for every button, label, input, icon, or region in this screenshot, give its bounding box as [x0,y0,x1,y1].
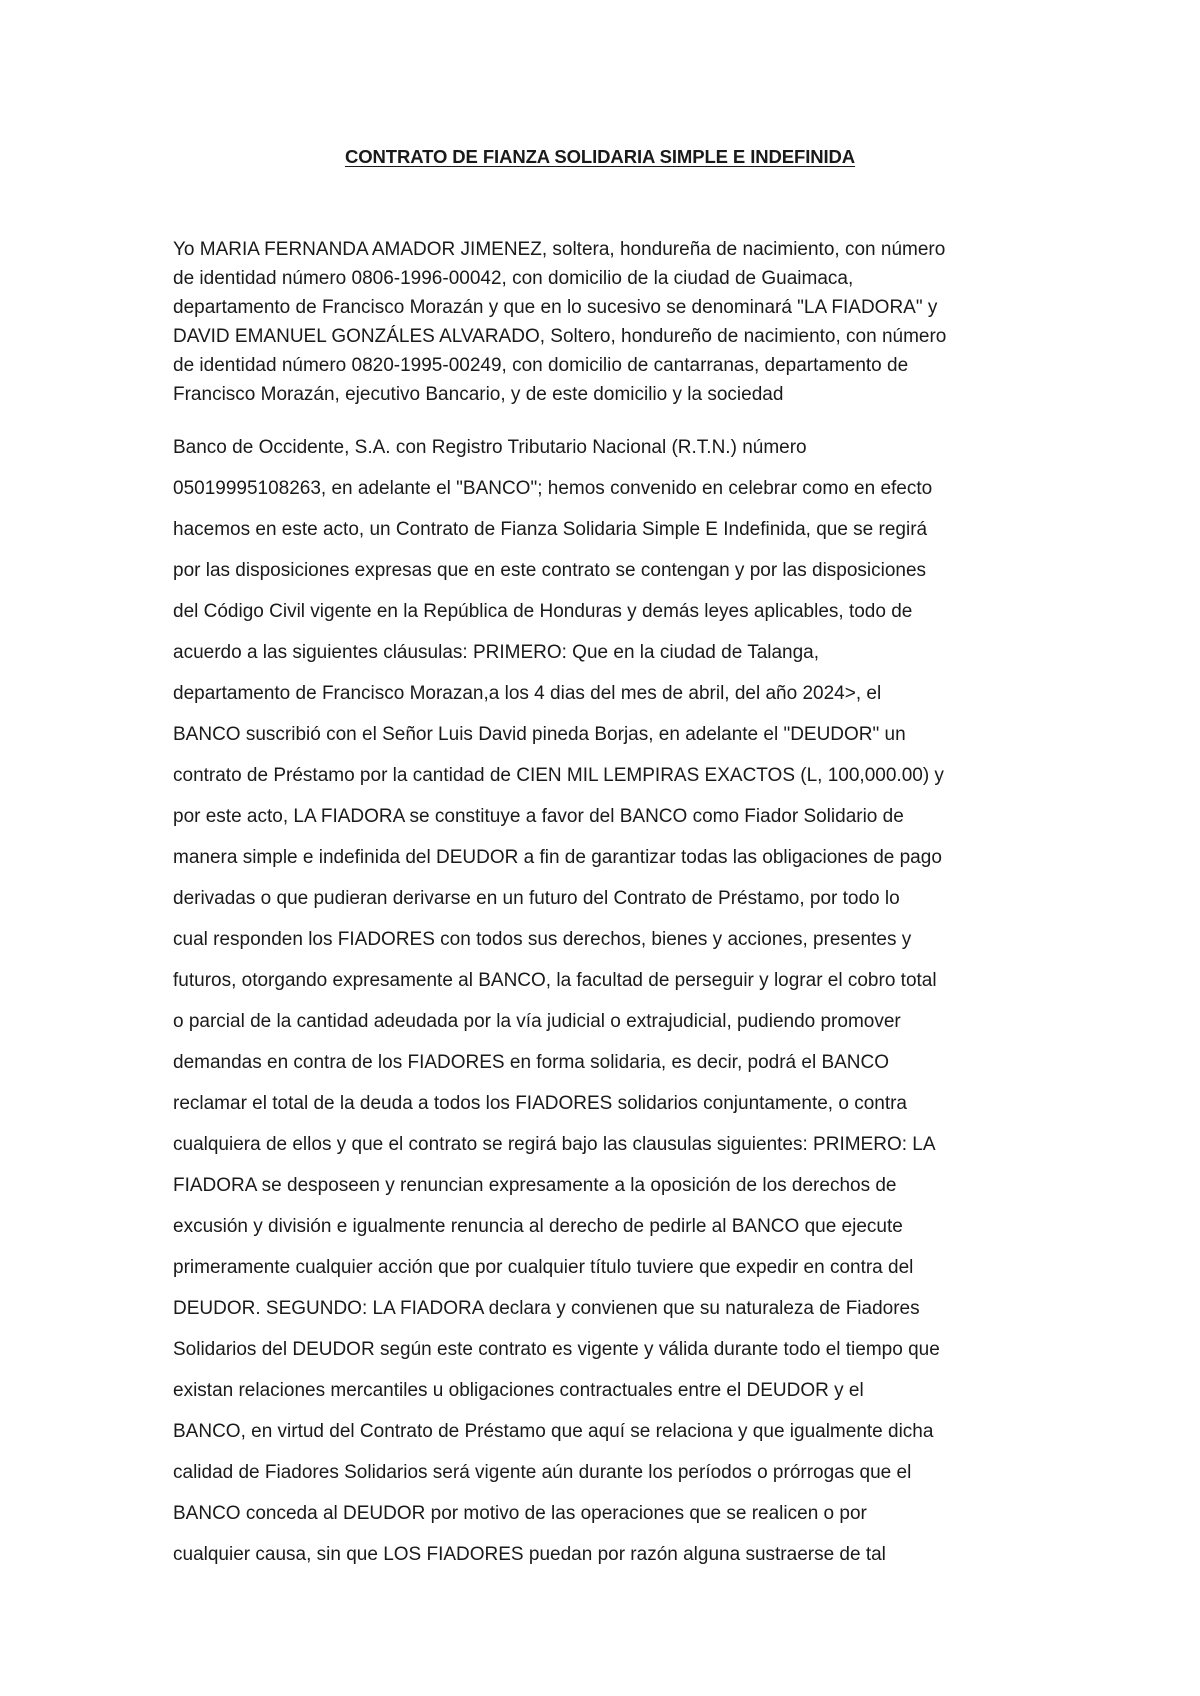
text-line: Solidarios del DEUDOR según este contrato es vigente y válida durante todo el tiempo que [173,1339,940,1360]
paragraph-parties [173,235,1043,409]
text-line: de identidad número 0820-1995-00249, con domicilio de cantarranas, departamento de [173,355,909,376]
text-line: cual responden los FIADORES con todos sus derechos, bienes y acciones, presentes y [173,929,912,950]
text-line: por las disposiciones expresas que en este contrato se contengan y por las disposiciones [173,560,927,581]
text-line: contrato de Préstamo por la cantidad de CIEN MIL LEMPIRAS EXACTOS (L, 100,000.00) y [173,765,944,786]
text-line: Banco de Occidente, S.A. con Registro Tributario Nacional (R.T.N.) número [173,437,807,458]
text-line: FIADORA se desposeen y renuncian expresamente a la oposición de los derechos de [173,1175,897,1196]
text-line: BANCO, en virtud del Contrato de Préstamo que aquí se relaciona y que igualmente dicha [173,1421,934,1442]
document-title: CONTRATO DE FIANZA SOLIDARIA SIMPLE E INDEFINIDA [344,146,856,167]
text-line: Francisco Morazán, ejecutivo Bancario, y de este domicilio y la sociedad [173,384,784,405]
text-line: derivadas o que pudieran derivarse en un futuro del Contrato de Préstamo, por todo lo [173,888,900,909]
text-line: o parcial de la cantidad adeudada por la vía judicial o extrajudicial, pudiendo promover [173,1011,901,1032]
text-line: reclamar el total de la deuda a todos los FIADORES solidarios conjuntamente, o contra [173,1093,907,1114]
text-line: existan relaciones mercantiles u obligaciones contractuales entre el DEUDOR y el [173,1380,864,1401]
text-line: DAVID EMANUEL GONZÁLES ALVARADO, Soltero, hondureño de nacimiento, con número [173,326,947,347]
text-line: BANCO suscribió con el Señor Luis David pineda Borjas, en adelante el "DEUDOR" un [173,724,906,745]
text-line: departamento de Francisco Morazan,a los 4 dias del mes de abril, del año 2024>, el [173,683,882,704]
text-line: futuros, otorgando expresamente al BANCO, la facultad de perseguir y lograr el cobro total [173,970,937,991]
text-line: cualquier causa, sin que LOS FIADORES puedan por razón alguna sustraerse de tal [173,1544,886,1565]
text-line: demandas en contra de los FIADORES en forma solidaria, es decir, podrá el BANCO [173,1052,890,1073]
text-line: manera simple e indefinida del DEUDOR a fin de garantizar todas las obligaciones de pago [173,847,942,868]
text-line: departamento de Francisco Morazán y que en lo sucesivo se denominará "LA FIADORA" y [173,297,938,318]
text-line: primeramente cualquier acción que por cualquier título tuviere que expedir en contra del [173,1257,914,1278]
text-line: acuerdo a las siguientes cláusulas: PRIMERO: Que en la ciudad de Talanga, [173,642,820,663]
text-line: Yo MARIA FERNANDA AMADOR JIMENEZ, soltera, hondureña de nacimiento, con número [173,239,946,260]
text-line: DEUDOR. SEGUNDO: LA FIADORA declara y convienen que su naturaleza de Fiadores [173,1298,920,1319]
text-line: excusión y división e igualmente renuncia al derecho de pedirle al BANCO que ejecute [173,1216,903,1237]
text-line: 05019995108263, en adelante el "BANCO"; hemos convenido en celebrar como en efecto [173,478,933,499]
paragraph-clauses [173,427,1043,1575]
text-line: de identidad número 0806-1996-00042, con domicilio de la ciudad de Guaimaca, [173,268,854,289]
text-line: BANCO conceda al DEUDOR por motivo de las operaciones que se realicen o por [173,1503,867,1524]
text-line: cualquiera de ellos y que el contrato se regirá bajo las clausulas siguientes: PRIMERO: LA [173,1134,936,1155]
text-line: calidad de Fiadores Solidarios será vigente aún durante los períodos o prórrogas que el [173,1462,912,1483]
text-line: por este acto, LA FIADORA se constituye a favor del BANCO como Fiador Solidario de [173,806,904,827]
text-line: hacemos en este acto, un Contrato de Fianza Solidaria Simple E Indefinida, que se regirá [173,519,928,540]
text-line: del Código Civil vigente en la República de Honduras y demás leyes aplicables, todo de [173,601,913,622]
